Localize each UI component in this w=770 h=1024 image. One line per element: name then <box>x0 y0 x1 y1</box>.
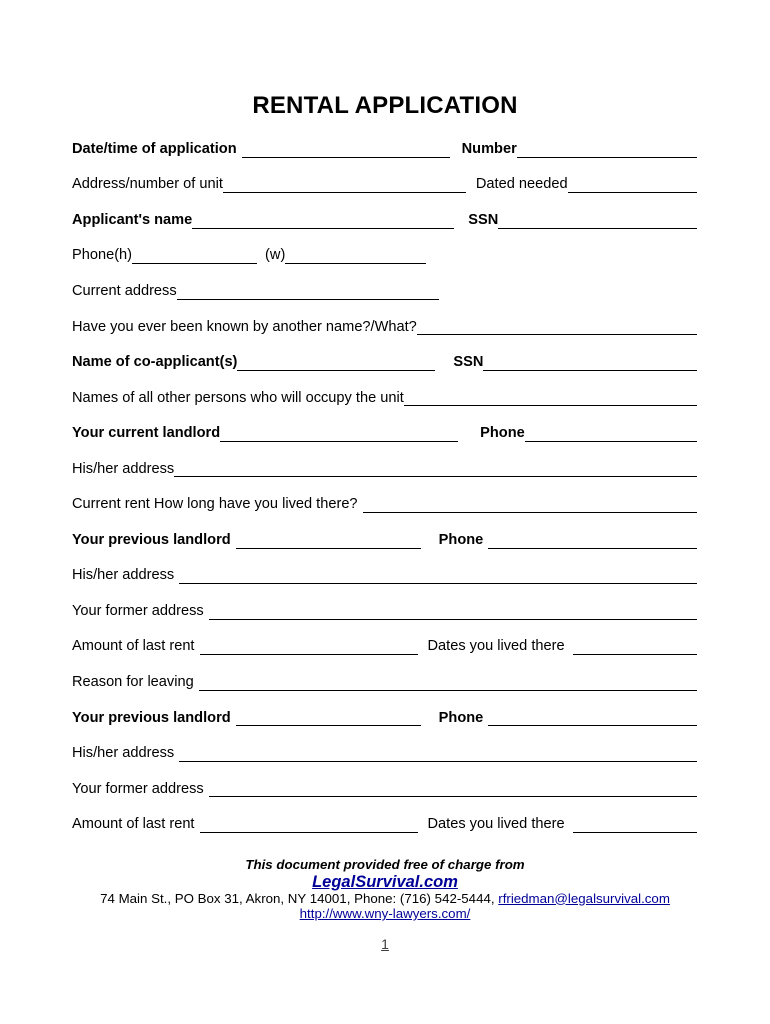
field-label: Dates you lived there <box>427 816 565 833</box>
dates-lived-2-field[interactable] <box>573 830 697 833</box>
form-row <box>72 442 697 478</box>
field-label: Your previous landlord <box>72 531 231 548</box>
field-label: Have you ever been known by another name?/What? <box>72 318 417 335</box>
date-time-field[interactable] <box>242 155 450 158</box>
field-label: Current address <box>72 282 177 299</box>
form-body <box>72 122 697 833</box>
phone-work-field[interactable] <box>285 261 426 264</box>
co-applicant-name-field[interactable] <box>237 368 435 371</box>
previous-landlord-address-field[interactable] <box>179 581 697 584</box>
field-label: Reason for leaving <box>72 673 194 690</box>
date-needed-field[interactable] <box>568 190 697 193</box>
field-label: His/her address <box>72 567 175 584</box>
dates-lived-field[interactable] <box>573 652 697 655</box>
document-footer <box>0 857 770 922</box>
last-rent-amount-field[interactable] <box>200 652 418 655</box>
field-label: His/her address <box>72 460 175 477</box>
field-label: Number <box>461 140 517 157</box>
previous-landlord-2-address-field[interactable] <box>179 759 697 762</box>
field-label: Amount of last rent <box>72 638 195 655</box>
number-field[interactable] <box>517 155 697 158</box>
field-label: Phone(h) <box>72 247 133 264</box>
field-label: Dated needed <box>475 176 568 193</box>
form-row <box>72 406 697 442</box>
form-row <box>72 726 697 762</box>
field-label: SSN <box>468 211 499 228</box>
form-row <box>72 620 697 656</box>
page-title: RENTAL APPLICATION <box>252 92 518 119</box>
form-row <box>72 513 697 549</box>
legalsurvival-link[interactable]: LegalSurvival.com <box>312 872 458 891</box>
field-label: Address/number of unit <box>72 176 223 193</box>
other-name-field[interactable] <box>417 332 697 335</box>
field-label: Name of co-applicant(s) <box>72 354 238 371</box>
current-landlord-address-field[interactable] <box>174 474 697 477</box>
phone-home-field[interactable] <box>132 261 257 264</box>
form-row <box>72 655 697 691</box>
previous-landlord-2-field[interactable] <box>236 723 421 726</box>
current-landlord-field[interactable] <box>220 439 458 442</box>
footer-address-line <box>0 891 770 907</box>
field-label: (w) <box>265 247 286 264</box>
form-row <box>72 549 697 585</box>
form-row <box>72 477 697 513</box>
form-row <box>72 762 697 798</box>
current-address-field[interactable] <box>177 297 439 300</box>
address-unit-field[interactable] <box>223 190 466 193</box>
form-row <box>72 300 697 336</box>
form-row <box>72 691 697 727</box>
form-row <box>72 797 697 833</box>
field-label: Dates you lived there <box>427 638 565 655</box>
field-label: Your current landlord <box>72 425 221 442</box>
wny-lawyers-link[interactable]: http://www.wny-lawyers.com/ <box>299 906 471 921</box>
field-label: Date/time of application <box>72 140 237 157</box>
field-label: Your former address <box>72 780 204 797</box>
form-row <box>72 335 697 371</box>
field-label: Phone <box>480 425 525 442</box>
form-row <box>72 193 697 229</box>
last-rent-amount-2-field[interactable] <box>200 830 418 833</box>
form-row <box>72 122 697 158</box>
field-label: Phone <box>438 709 484 726</box>
applicant-name-field[interactable] <box>192 226 454 229</box>
reason-leaving-field[interactable] <box>199 688 697 691</box>
page-number: 1 <box>381 936 389 952</box>
former-address-field[interactable] <box>209 617 697 620</box>
field-label: Phone <box>438 531 484 548</box>
former-address-2-field[interactable] <box>209 794 697 797</box>
previous-landlord-2-phone-field[interactable] <box>488 723 697 726</box>
field-label: Your former address <box>72 602 204 619</box>
footer-url-line <box>0 906 770 922</box>
field-label: Names of all other persons who will occupy the unit <box>72 389 404 406</box>
ssn-field[interactable] <box>498 226 697 229</box>
previous-landlord-field[interactable] <box>236 546 421 549</box>
co-applicant-ssn-field[interactable] <box>483 368 697 371</box>
field-label: Your previous landlord <box>72 709 231 726</box>
current-landlord-phone-field[interactable] <box>525 439 697 442</box>
field-label: Amount of last rent <box>72 816 195 833</box>
form-row <box>72 229 697 265</box>
email-link[interactable]: rfriedman@legalsurvival.com <box>498 890 670 906</box>
form-row <box>72 264 697 300</box>
field-label: His/her address <box>72 745 175 762</box>
field-label: Current rent How long have you lived there? <box>72 496 358 513</box>
form-row <box>72 371 697 407</box>
other-occupants-field[interactable] <box>404 403 697 406</box>
form-row <box>72 158 697 194</box>
footer-provided-text: This document provided free of charge from <box>245 857 525 872</box>
previous-landlord-phone-field[interactable] <box>488 546 697 549</box>
current-rent-duration-field[interactable] <box>363 510 697 513</box>
form-row <box>72 584 697 620</box>
footer-address-text: 74 Main St., PO Box 31, Akron, NY 14001, Phone: (716) 542-5444, <box>100 890 499 906</box>
field-label: Applicant's name <box>72 211 193 228</box>
field-label: SSN <box>453 354 484 371</box>
